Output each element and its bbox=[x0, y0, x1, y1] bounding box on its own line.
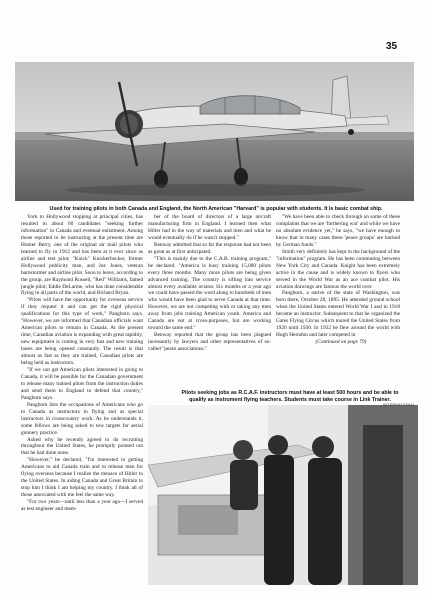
paragraph: Asked why he recently agreed to do recruiting throughout the United States, he promptly pointed out that he had done none. bbox=[21, 436, 143, 457]
paragraph: "If we can get American pilots interested in going to Canada, it will be possible for the Canadian government to release many trained pilots from the instruction duties and send them to England to defend that country," Pangborn says. bbox=[21, 366, 143, 401]
article-column-2 bbox=[148, 214, 271, 384]
continued-note: (Continued on page 79) bbox=[315, 339, 367, 346]
harvard-airplane-photo bbox=[15, 62, 414, 201]
link-trainer-photo bbox=[148, 405, 418, 585]
paragraph: "Pilots will have the opportunity for overseas service if they request it and can get the rigid physical qualifications for this type of work," Pangborn says. "However, we are informed that Canadian officials want American pilots to remain in Canada. At the present time, Canadian aviation is expanding with great rapidity, new equipment is coming in very fast and new training bases are being opened constantly. The result is that almost as fast as they are trained, Canadian pilots are being held as instructors. bbox=[21, 297, 143, 367]
top-photo-caption: Used for training pilots in both Canada and England, the North American "Harvard" is popular with students. It is basic combat ship. bbox=[49, 206, 383, 212]
paragraph: Benway admitted that so far the response had not been as great as at first anticipated. bbox=[148, 241, 271, 255]
paragraph: Benway reported that the group has been plagued incessantly by lawyers and other representatives of so-called "peace associations." bbox=[148, 332, 271, 353]
bottom-caption-line-1: Pilots seeking jobs as R.C.A.F. instructors must have at least 500 hours and be able to bbox=[181, 390, 399, 396]
paragraph: "We have been able to check through on some of these complaints that we are 'furthering war' and while we have no absolute evidence yet," he says, "we have enough to know that in many cases these 'peace groups' are backed by German funds." bbox=[276, 214, 400, 248]
paragraph: Smith very definitely has kept in the background of the "information" program. He has been commuting between New York City and Canada. Knight has been extremely active in the cause and is widely known to flyers who served in the World War as an ace combat pilot. His aviation drawings are famous the world over. bbox=[276, 248, 400, 290]
article-column-3 bbox=[276, 214, 400, 384]
airplane-illustration bbox=[15, 62, 414, 201]
paragraph: ber of the board of directors of a large aircraft manufacturing firm in England. I learned then what Hitler had in the way of materials and men and what he would eventually do if he wasn't stopped." bbox=[148, 214, 271, 241]
page-number: 35 bbox=[386, 41, 398, 52]
photo-credit: INTERNATIONAL bbox=[383, 403, 416, 407]
paragraph: "This is mainly due to the C.A.B. training program," he declared. "America is busy training 15,000 pilots every three months. Many more pilots are being given advanced training. The country is sifting into service almost every available aviator. Six months or a year ago we could have passed the word along to hundreds of men who would have been glad to serve Canada at that time. However, we are not competing with or taking any men away from jobs training American youth. America and Canada are not at cross-purposes, but are working toward the same end." bbox=[148, 255, 271, 332]
article-column-1 bbox=[21, 214, 143, 594]
paragraph: Pangborn lists the occupations of Americans who go to Canada as instructors in flying and as special instructors in crosscountry work. As he understands it, some fellows are being asked to tow targets for aerial gunnery practice. bbox=[21, 401, 143, 436]
bottom-caption-line-2: qualify as instrument flying teachers. Students must take course in Link Trainer. bbox=[189, 397, 391, 404]
instructors-illustration bbox=[148, 405, 418, 585]
paragraph: Pangborn, a native of the state of Washington, was born there, October 28, 1895. He attended ground school when the United States entered World War I and in 1918 became an instructor. Subsequent to that he organized the Gates Flying Circus which toured the United States from 1920 until 1930. In 1932 he flew around the world with Hugh Herndon and later competed in bbox=[276, 290, 400, 339]
paragraph: "However," he declared, "I'm interested in getting Americans to aid Canada train and to release men for flying overseas because I realize the menace of Hitler to the United States. In aiding Canada and Great Britain to stop him I think I am helping my country. I think all of those associated with me feel the same way. bbox=[21, 457, 143, 499]
bottom-photo-caption bbox=[165, 390, 415, 404]
paragraph: "For two years—until less than a year ago—I served as test engineer and mem- bbox=[21, 499, 143, 513]
paragraph: York to Hollywood stopping at principal cities, has resulted in about 60 candidates "seeking further information" in Canada and eventual enlistment. Among those reported to be instructing at the present time are Homer Berry, one of the original air mail pilots who learned to fly in 1912 and has been at it ever since as airline and test pilot; "Knick" Knickerbocker, former Hollywood publicity man, and Joe Jones, veteran barnstormer and airline pilot. Soon to leave, according to the group, are Raymond Russell, "Red" Williams, famed jungle pilot; Eddie DeLarme, who has done considerable flying in all parts of the world, and Richard Bryan. bbox=[21, 214, 143, 297]
